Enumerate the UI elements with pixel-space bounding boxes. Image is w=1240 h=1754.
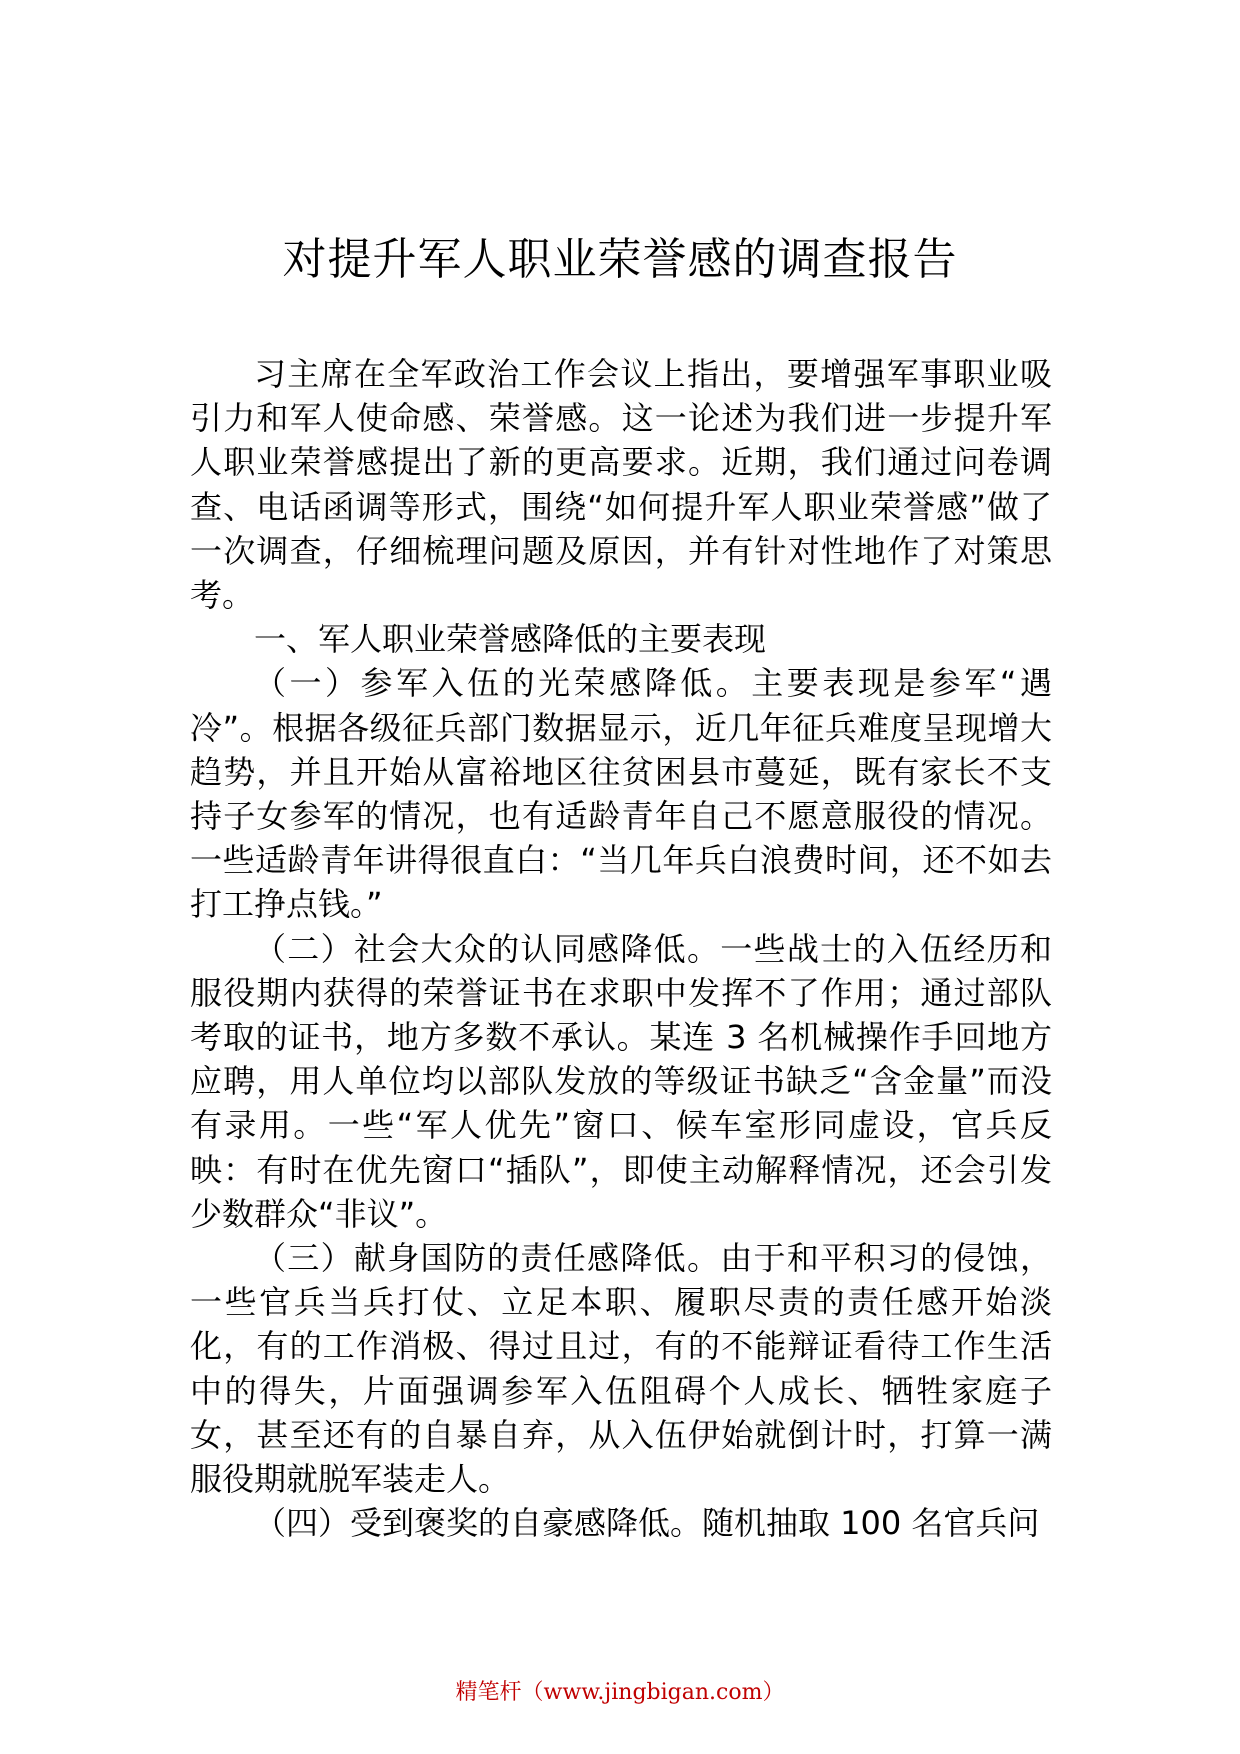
subsection-paragraph-4: （四）受到褒奖的自豪感降低。随机抽取 100 名官兵问 bbox=[254, 1504, 1040, 1543]
document-title: 对提升军人职业荣誉感的调查报告 bbox=[282, 234, 958, 285]
subsection-paragraph-1: （一）参军入伍的光荣感降低。主要表现是参军“遇冷”。根据各级征兵部门数据显示，近几年征兵难度呈现增大趋势，并且开始从富裕地区往贫困县市蔓延，既有家长不支持子女参军的情况，也有适龄青年自己不愿意服役的情况。一些适龄青年讲得很直白：“当几年兵白浪费时间，还不如去打工挣点钱。” bbox=[190, 664, 1052, 924]
footer-watermark-link[interactable]: 精笔杆（www.jingbigan.com） bbox=[455, 1680, 785, 1705]
subsection-paragraph-2: （二）社会大众的认同感降低。一些战士的入伍经历和服役期内获得的荣誉证书在求职中发挥不了作用；通过部队考取的证书，地方多数不承认。某连 3 名机械操作手回地方应聘，用人单位均以部队发放的等级证书缺乏“含金量”而没有录用。一些“军人优先”窗口、候车室形同虚设，官兵反映：有时在优先窗口“插队”，即使主动解释情况，还会引发少数群众“非议”。 bbox=[190, 929, 1052, 1233]
subsection-paragraph-3: （三）献身国防的责任感降低。由于和平积习的侵蚀，一些官兵当兵打仗、立足本职、履职尽责的责任感开始淡化，有的工作消极、得过且过，有的不能辩证看待工作生活中的得失，片面强调参军入伍阻碍个人成长、牺牲家庭子女，甚至还有的自暴自弃，从入伍伊始就倒计时，打算一满服役期就脱军装走人。 bbox=[190, 1239, 1052, 1499]
intro-paragraph: 习主席在全军政治工作会议上指出，要增强军事职业吸引力和军人使命感、荣誉感。这一论述为我们进一步提升军人职业荣誉感提出了新的更高要求。近期，我们通过问卷调查、电话函调等形式，围绕“如何提升军人职业荣誉感”做了一次调查，仔细梳理问题及原因，并有针对性地作了对策思考。 bbox=[190, 355, 1052, 615]
document-body bbox=[190, 352, 1052, 1545]
section-heading-1: 一、军人职业荣誉感降低的主要表现 bbox=[254, 620, 767, 659]
